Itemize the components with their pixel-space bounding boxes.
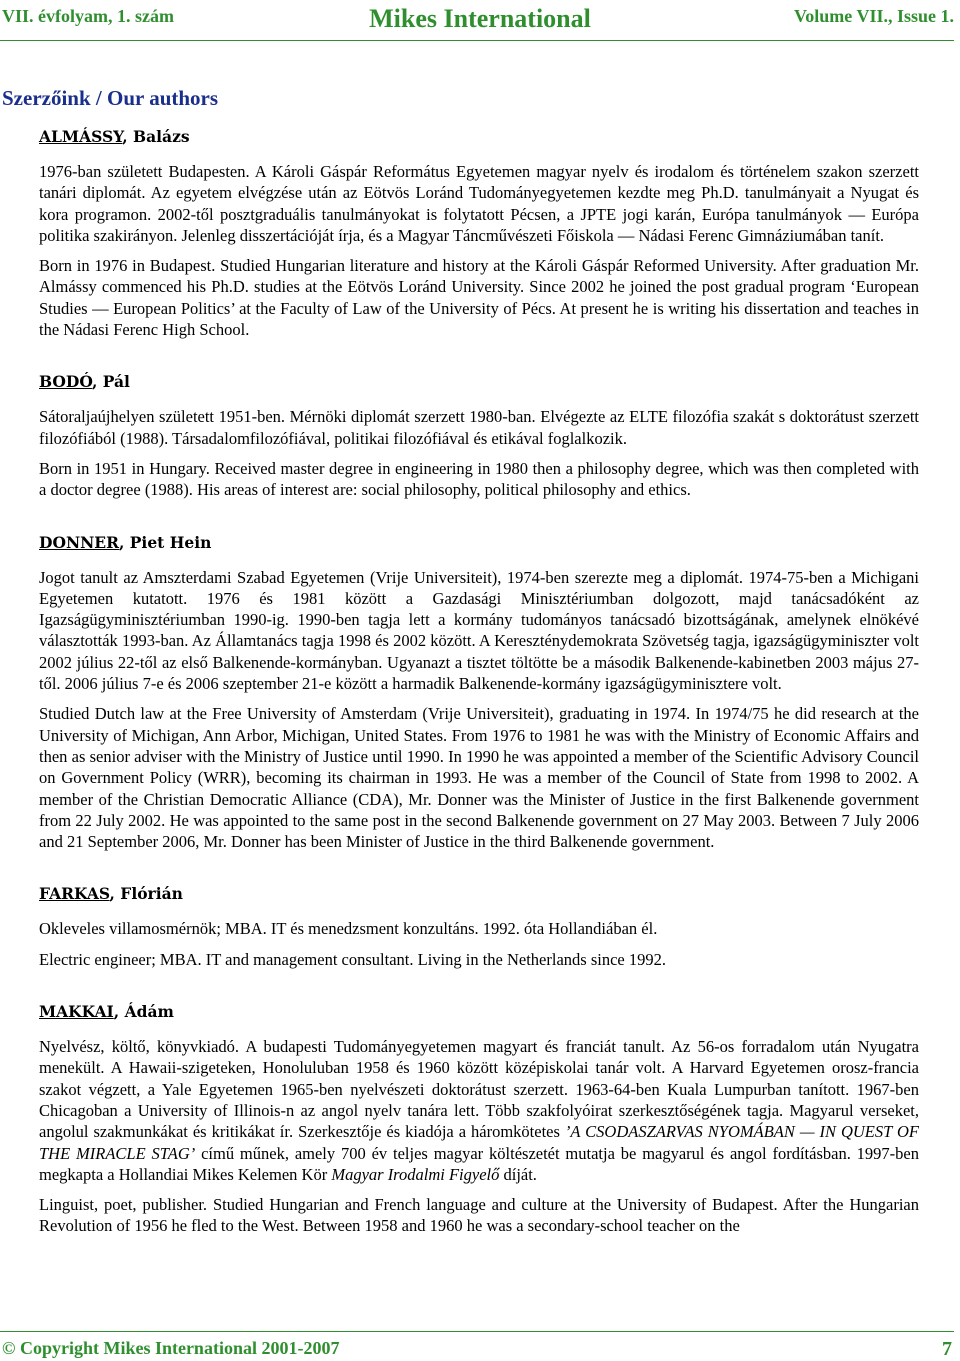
- book-title: ’A CSODASZARVAS NYOMÁBAN — IN QUEST OF THE MIRACLE STAG’: [39, 1122, 919, 1163]
- header-volume-hu: VII. évfolyam, 1. szám: [2, 6, 174, 26]
- author-bio-hu: 1976-ban született Budapesten. A Károli Gáspár Református Egyetemen magyar nyelv és irodalom és történelem szakon szerzett tanári diplomát. Az egyetem elvégzése után az Eötvös Loránd Tudományegyetemen kezdte meg Ph.D. tanulmányait a Nyugat és kora programon. 2002-től posztgraduális tanulmányokat is folytatott Pécsen, a JPTE jogi karán, Európa tanulmányok — Európa politika szakirányon. Jelenleg disszertációját írja, és a Magyar Táncművészeti Főiskola — Nádasi Ferenc Gimnáziumában tanít.: [39, 162, 919, 245]
- author-given-name: , Balázs: [122, 127, 190, 146]
- award-name: Magyar Irodalmi Figyelő: [331, 1164, 500, 1184]
- author-bio-en: Studied Dutch law at the Free University of Amsterdam (Vrije Universiteit), graduating in 1974. In 1974/75 he did research at the University of Michigan, Ann Arbor, Michigan, United States. From 1976 to 1981 he was with the Ministry of Economic Affairs and then as senior adviser with the Ministry of Justice until 1990. In 1990 he was appointed a member of the Scientific Advisory Council on Government Policy (WRR), becoming its chairman in 1993. He was a member of the Council of State from 1998 to 2002. A member of the Christian Democratic Alliance (CDA), Mr. Donner was the Minister of Justice in the first Balkenende government from 22 July 2002. He was appointed to the same post in the second Balkenende government on 27 May 2003. Between 7 July 2006 and 21 September 2006, Mr. Donner has been Minister of Justice in the third Balkenende government.: [39, 704, 919, 852]
- author-name: [39, 883, 919, 905]
- header-divider: [0, 40, 954, 41]
- author-bio-hu: Jogot tanult az Amszterdami Szabad Egyetemen (Vrije Universiteit), 1974-ben szerezte meg a diplomát. 1974-75-ben a Michigani Egyetemen kutatott. 1976 és 1981 között a Gazdasági Minisztériumban dolgozott, majd tanácsadóként az Igazságügyminisztériumban 1990-ig. 1990-ben tagja lett a kormány tudományos tanácsadó bizottságának, amelynek elnökévé választották 1993-ban. Az Államtanács tagja 1998 és 2002 között. A Kereszténydemokrata Szövetség tagja, igazságügyminiszter volt 2002 július 22-től az első Balkenende-kormányban. Ugyanazt a tisztet töltötte be a második Balkenende-kabinetben 2003 május 27-től. 2006 július 7-e és 2006 szeptember 21-e között a harmadik Balkenende-kormány igazságügyminisztere volt.: [39, 567, 919, 694]
- author-entry-farkas: [39, 883, 919, 970]
- footer-copyright: © Copyright Mikes International 2001-2007: [2, 1338, 340, 1358]
- author-entry-makkai: [39, 1001, 919, 1237]
- author-surname: BODÓ: [39, 372, 92, 392]
- author-given-name: , Flórián: [109, 884, 183, 904]
- author-name: [39, 126, 919, 148]
- page-header: [0, 4, 960, 38]
- author-bio-en: Born in 1951 in Hungary. Received master degree in engineering in 1980 then a philosophy degree, which was then completed with a doctor degree (1988). His areas of interest are: social philosophy, political philosophy and ethics.: [39, 458, 919, 500]
- author-bio-hu: Okleveles villamosmérnök; MBA. IT és menedzsment konzultáns. 1992. óta Hollandiában él.: [39, 919, 658, 939]
- author-surname: ALMÁSSY: [39, 127, 123, 146]
- author-surname: DONNER: [39, 532, 119, 552]
- author-given-name: , Piet Hein: [118, 532, 212, 552]
- author-bio-hu: Sátoraljaújhelyen született 1951-ben. Mérnöki diplomát szerzett 1980-ban. Elvégezte az ELTE filozófia szakát s doktorátust szerzett filozófiából (1988). Társadalomfilozófiával, politikai filozófiával és etikával foglalkozik.: [39, 407, 919, 448]
- author-surname: MAKKAI: [39, 1002, 114, 1022]
- author-given-name: , Ádám: [113, 1002, 174, 1022]
- section-title: Szerzőink / Our authors: [2, 86, 219, 110]
- header-volume-en: Volume VII., Issue 1.: [793, 6, 954, 26]
- author-entry-donner: [39, 532, 919, 853]
- page-number: 7: [942, 1338, 952, 1360]
- header-journal-title: Mikes International: [369, 4, 591, 33]
- author-bio-en: Born in 1976 in Budapest. Studied Hungarian literature and history at the Károli Gáspár Reformed University. After graduation Mr. Almássy commenced his Ph.D. studies at the Eötvös Loránd University. Since 2002 he joined the post gradual program ‘European Studies — European Politics’ at the Faculty of Law of the University of Pécs. At present he is writing his dissertation and teaches in the Nádasi Ferenc High School.: [39, 256, 919, 340]
- author-name: [39, 1001, 919, 1023]
- author-name: [39, 371, 919, 393]
- author-name: [39, 532, 919, 554]
- author-bio-en: Linguist, poet, publisher. Studied Hungarian and French language and culture at the University of Budapest. After the Hungarian Revolution of 1956 he fled to the West. Between 1958 and 1960 he was a secondary-school teacher on the: [39, 1195, 919, 1236]
- author-surname: FARKAS: [39, 884, 110, 904]
- footer-divider: [0, 1331, 954, 1332]
- authors-list: [39, 126, 919, 1246]
- author-given-name: , Pál: [91, 372, 130, 392]
- author-entry-bodo: [39, 371, 919, 500]
- author-bio-en: Electric engineer; MBA. IT and management consultant. Living in the Netherlands since 1992.: [39, 949, 666, 969]
- author-bio-hu: Nyelvész, költő, könyvkiadó. A budapesti Tudományegyetemen magyart és franciát tanult. Az 56-os forradalom után Nyugatra menekült. A Hawaii-szigeteken, Honoluluban 1958 és 1960 között középiskolai tanár volt. A Harvard Egyetemen orosz-francia szakot végzett, a Yale Egyetemen 1965-ben nyelvészeti doktorátust szerzett. 1963-64-ben Kuala Lumpurban tanított. 1967-ben Chicagoban a University of Illinois-n az angol nyelv tanára lett. Több szakfolyóirat szerkesztőségének tagja. Magyarul verseket, angolul szakmunkákat és kritikákat ír. Szerkesztője és kiadója a háromkötetes ’A CSODASZARVAS NYOMÁBAN — IN QUEST OF THE MIRACLE STAG’ című műnek, amely 700 év teljes magyar költészetét mutatja be magyarul és angol fordításban. 1997-ben megkapta a Hollandiai Mikes Kelemen Kör Magyar Irodalmi Figyelő díját.: [39, 1037, 919, 1184]
- author-entry-almassy: [39, 126, 919, 340]
